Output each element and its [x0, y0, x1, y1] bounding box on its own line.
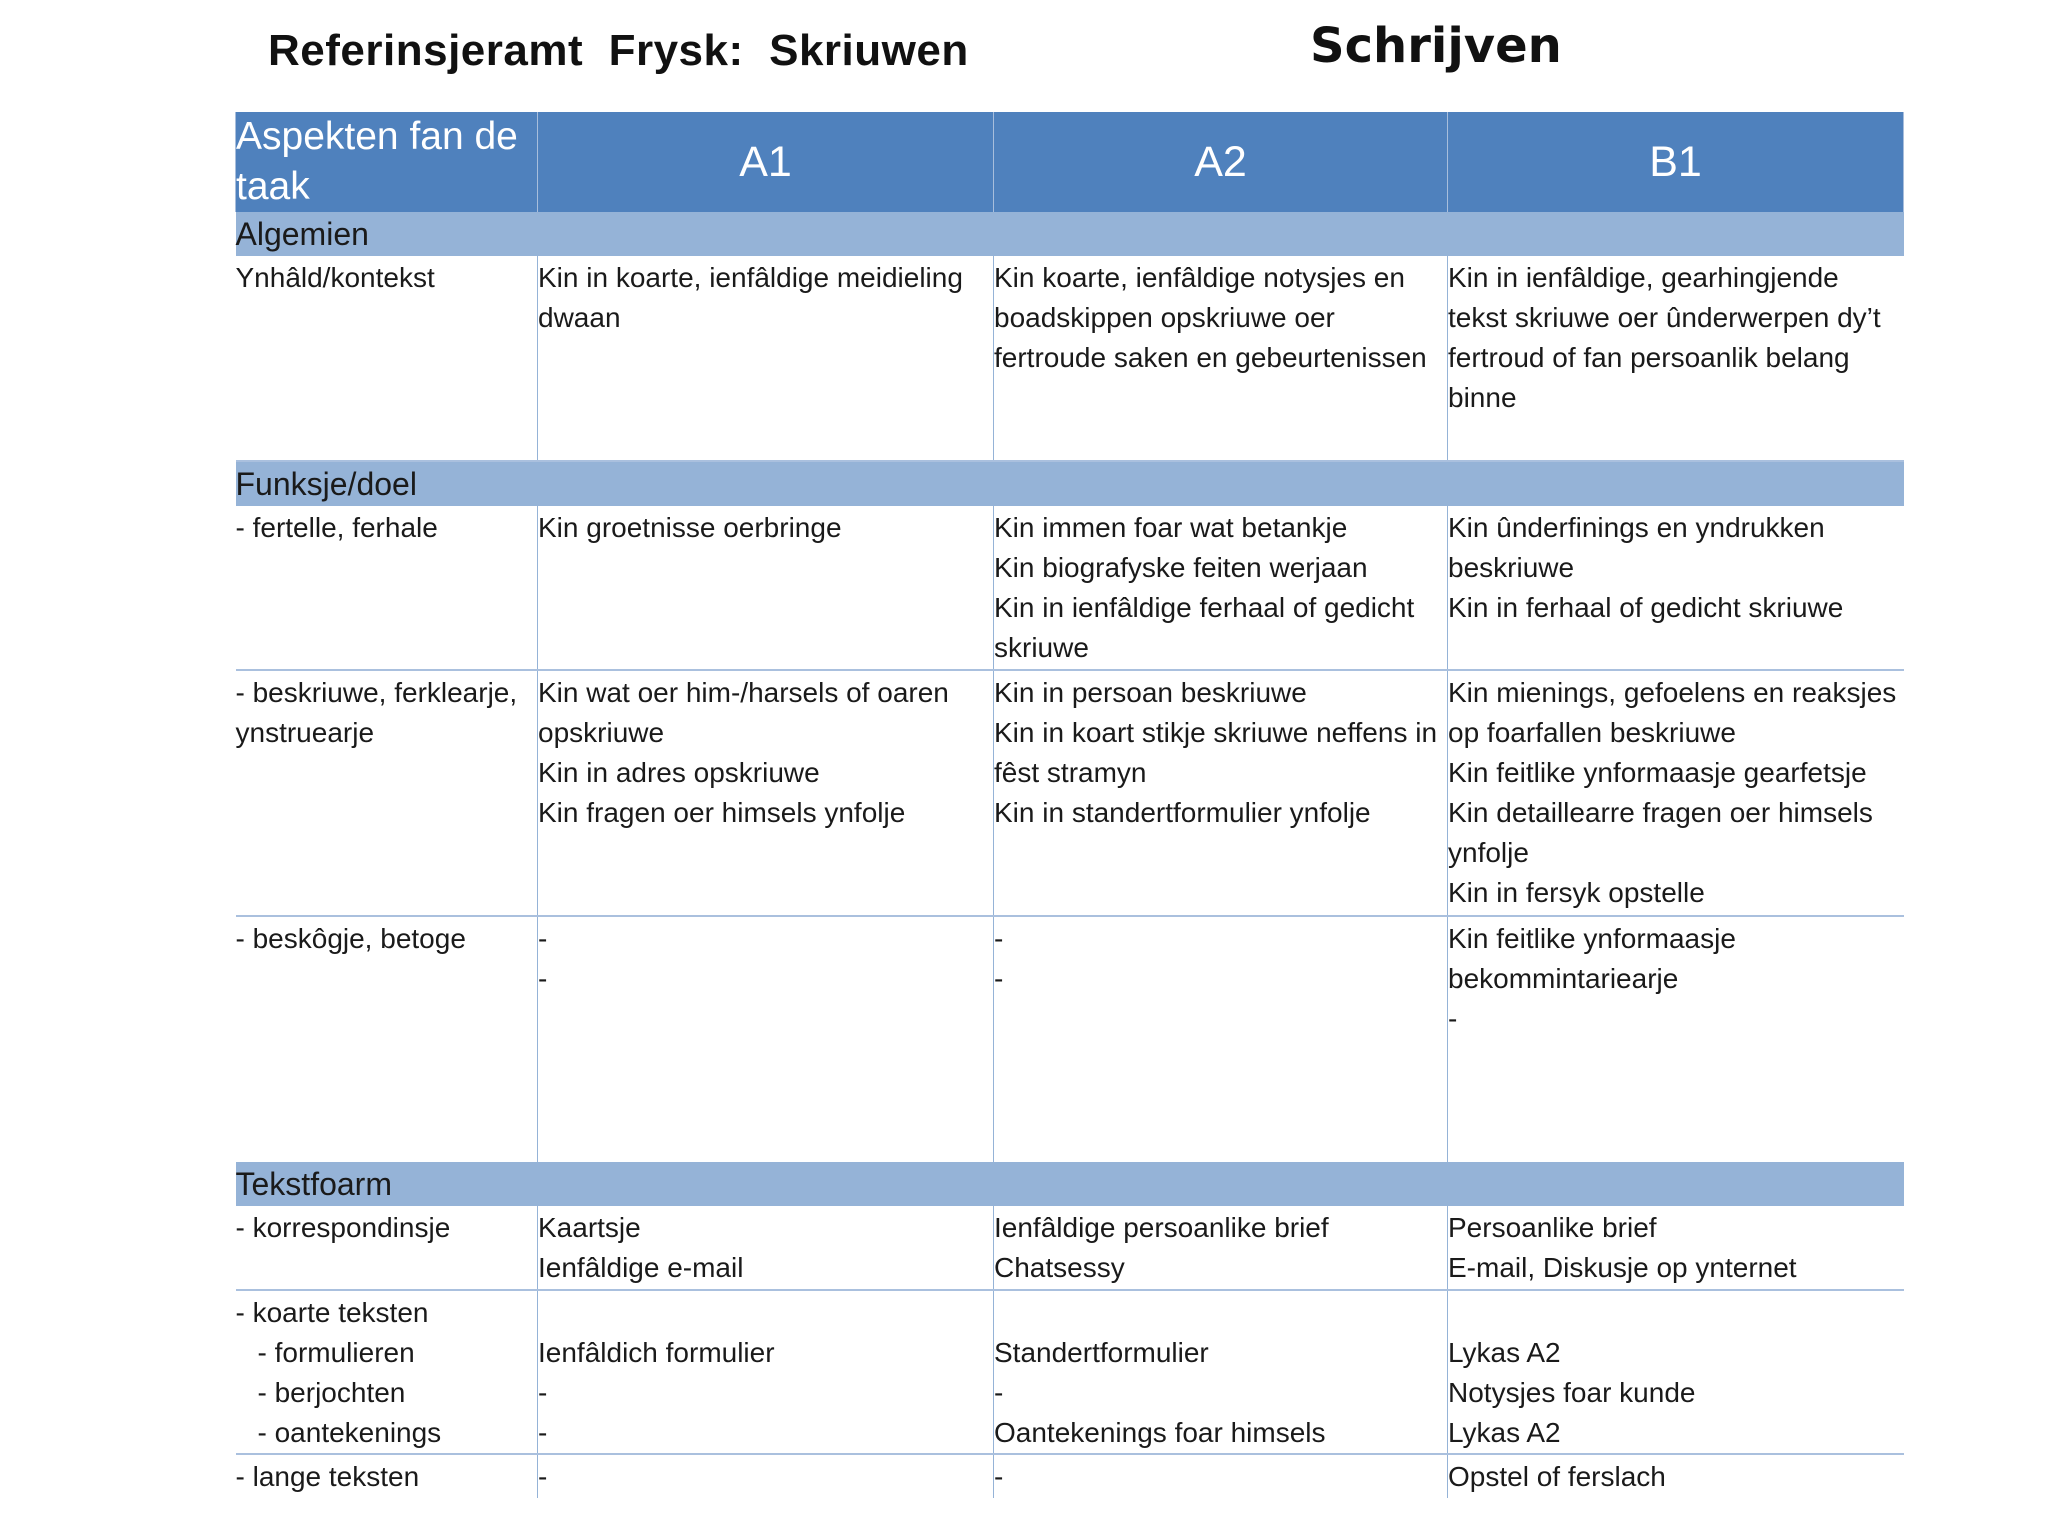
cell-text: Kin detaillearre fragen oer himsels ynfolje	[1448, 797, 1873, 868]
cell-text: -	[994, 963, 1004, 994]
cell-text: Kin immen foar wat betankje	[994, 512, 1348, 543]
aspect-sublabel: - oantekenings	[257, 1417, 442, 1448]
reference-table	[235, 112, 1904, 1498]
section-header-row	[236, 1162, 1904, 1206]
cell-text: E-mail, Diskusje op ynternet	[1448, 1252, 1797, 1283]
cell-text: Lykas A2	[1448, 1337, 1561, 1368]
cell-text: -	[538, 963, 548, 994]
cell-a2	[994, 916, 1448, 1162]
column-header-a2: A2	[994, 112, 1448, 212]
column-header-a1: A1	[538, 112, 994, 212]
cell-a2	[994, 1454, 1448, 1498]
aspect-label: - lange teksten	[235, 1461, 420, 1492]
section-title-tekstfoarm: Tekstfoarm	[236, 1162, 1904, 1206]
cell-text: Kin in fersyk opstelle	[1448, 877, 1705, 908]
section-title-algemien: Algemien	[236, 212, 1904, 256]
cell-a1	[538, 1206, 994, 1290]
page-subtitle-dutch: Schrijven	[1310, 18, 1562, 74]
cell-b1	[1448, 506, 1904, 670]
cell-text: -	[994, 923, 1004, 954]
cell-b1	[1448, 1290, 1904, 1454]
cell-text: Kin in adres opskriuwe	[538, 757, 820, 788]
cell-text: Kin mienings, gefoelens en reaksjes op foarfallen beskriuwe	[1448, 677, 1897, 748]
cell-text: Persoanlike brief	[1448, 1212, 1657, 1243]
cell-b1	[1448, 256, 1904, 461]
cell-text: Kin in koarte, ienfâldige meidieling dwaan	[538, 262, 963, 333]
cell-text: Kin feitlike ynformaasje gearfetsje	[1448, 757, 1867, 788]
cell-text	[994, 1293, 1447, 1333]
cell-a1	[538, 256, 994, 461]
cell-a2	[994, 256, 1448, 461]
aspect-label: - beskriuwe, ferklearje, ynstruearje	[235, 677, 518, 748]
aspect-sublabel: - berjochten	[257, 1377, 406, 1408]
cell-a2	[994, 1206, 1448, 1290]
section-title-funksje-doel: Funksje/doel	[236, 461, 1904, 506]
cell-text: Kin feitlike ynformaasje bekommintariearje	[1448, 923, 1736, 994]
cell-text: Kin in ienfâldige, gearhingjende tekst skriuwe oer ûnderwerpen dy’t fertroud of fan persoanlik belang binne	[1448, 262, 1881, 413]
cell-text: Notysjes foar kunde	[1448, 1377, 1696, 1408]
cell-text: -	[538, 1461, 548, 1492]
cell-text: -	[994, 1461, 1004, 1492]
cell-a2	[994, 670, 1448, 916]
cell-text: Kin koarte, ienfâldige notysjes en boadskippen opskriuwe oer fertroude saken en gebeurtenissen	[994, 262, 1427, 373]
cell-text: Lykas A2	[1448, 1417, 1561, 1448]
section-header-row	[236, 212, 1904, 256]
cell-text: Kin groetnisse oerbringe	[538, 512, 842, 543]
cell-text: Kin in ienfâldige ferhaal of gedicht skriuwe	[994, 592, 1415, 663]
cell-text: Ienfâldige persoanlike brief	[994, 1212, 1329, 1243]
aspect-label: Ynhâld/kontekst	[235, 262, 435, 293]
cell-b1	[1448, 670, 1904, 916]
cell-aspect	[236, 1206, 538, 1290]
cell-text: Kaartsje	[538, 1212, 641, 1243]
cell-aspect	[236, 506, 538, 670]
cell-text: Kin fragen oer himsels ynfolje	[538, 797, 906, 828]
cell-b1	[1448, 916, 1904, 1162]
aspect-label: - fertelle, ferhale	[235, 512, 438, 543]
cell-a2	[994, 506, 1448, 670]
cell-aspect	[236, 1454, 538, 1498]
column-header-b1: B1	[1448, 112, 1904, 212]
cell-a2	[994, 1290, 1448, 1454]
cell-text: -	[538, 923, 548, 954]
cell-a1	[538, 506, 994, 670]
cell-aspect	[236, 1290, 538, 1454]
cell-text: Kin in ferhaal of gedicht skriuwe	[1448, 592, 1844, 623]
cell-text: -	[994, 1377, 1004, 1408]
cell-text: Kin biografyske feiten werjaan	[994, 552, 1368, 583]
cell-text: Kin in koart stikje skriuwe neffens in fêst stramyn	[994, 717, 1438, 788]
cell-text	[538, 1293, 993, 1333]
cell-text: Kin wat oer him-/harsels of oaren opskriuwe	[538, 677, 949, 748]
cell-text: Oantekenings foar himsels	[994, 1417, 1326, 1448]
table-row	[236, 1206, 1904, 1290]
cell-aspect	[236, 256, 538, 461]
cell-b1	[1448, 1454, 1904, 1498]
table-row	[236, 916, 1904, 1162]
cell-text: Kin in standertformulier ynfolje	[994, 797, 1371, 828]
cell-a1	[538, 1454, 994, 1498]
cell-text: Opstel of ferslach	[1448, 1461, 1666, 1492]
cell-text: Kin in persoan beskriuwe	[994, 677, 1307, 708]
cell-a1	[538, 916, 994, 1162]
cell-text: Chatsessy	[994, 1252, 1125, 1283]
cell-text: Standertformulier	[994, 1337, 1209, 1368]
cell-b1	[1448, 1206, 1904, 1290]
aspect-label: - korrespondinsje	[235, 1212, 451, 1243]
page-title: Referinsjeramt Frysk: Skriuwen	[268, 26, 969, 75]
cell-aspect	[236, 670, 538, 916]
column-header-aspects: Aspekten fan de taak	[236, 112, 538, 212]
cell-aspect	[236, 916, 538, 1162]
cell-text: -	[1448, 1003, 1458, 1034]
cell-text: Ienfâldich formulier	[538, 1337, 775, 1368]
aspect-label: - koarte teksten	[235, 1297, 429, 1328]
cell-text: Kin ûnderfinings en yndrukken beskriuwe	[1448, 512, 1825, 583]
table-row	[236, 506, 1904, 670]
cell-a1	[538, 1290, 994, 1454]
table-header-row	[236, 112, 1904, 212]
aspect-sublabel: - formulieren	[257, 1337, 415, 1368]
section-header-row	[236, 461, 1904, 506]
cell-text: -	[538, 1417, 548, 1448]
table-row	[236, 256, 1904, 461]
aspect-label: - beskôgje, betoge	[235, 923, 466, 954]
table-row	[236, 670, 1904, 916]
table-row	[236, 1290, 1904, 1454]
cell-a1	[538, 670, 994, 916]
cell-text: Ienfâldige e-mail	[538, 1252, 744, 1283]
cell-text	[1448, 1293, 1904, 1333]
table-row	[236, 1454, 1904, 1498]
cell-text: -	[538, 1377, 548, 1408]
